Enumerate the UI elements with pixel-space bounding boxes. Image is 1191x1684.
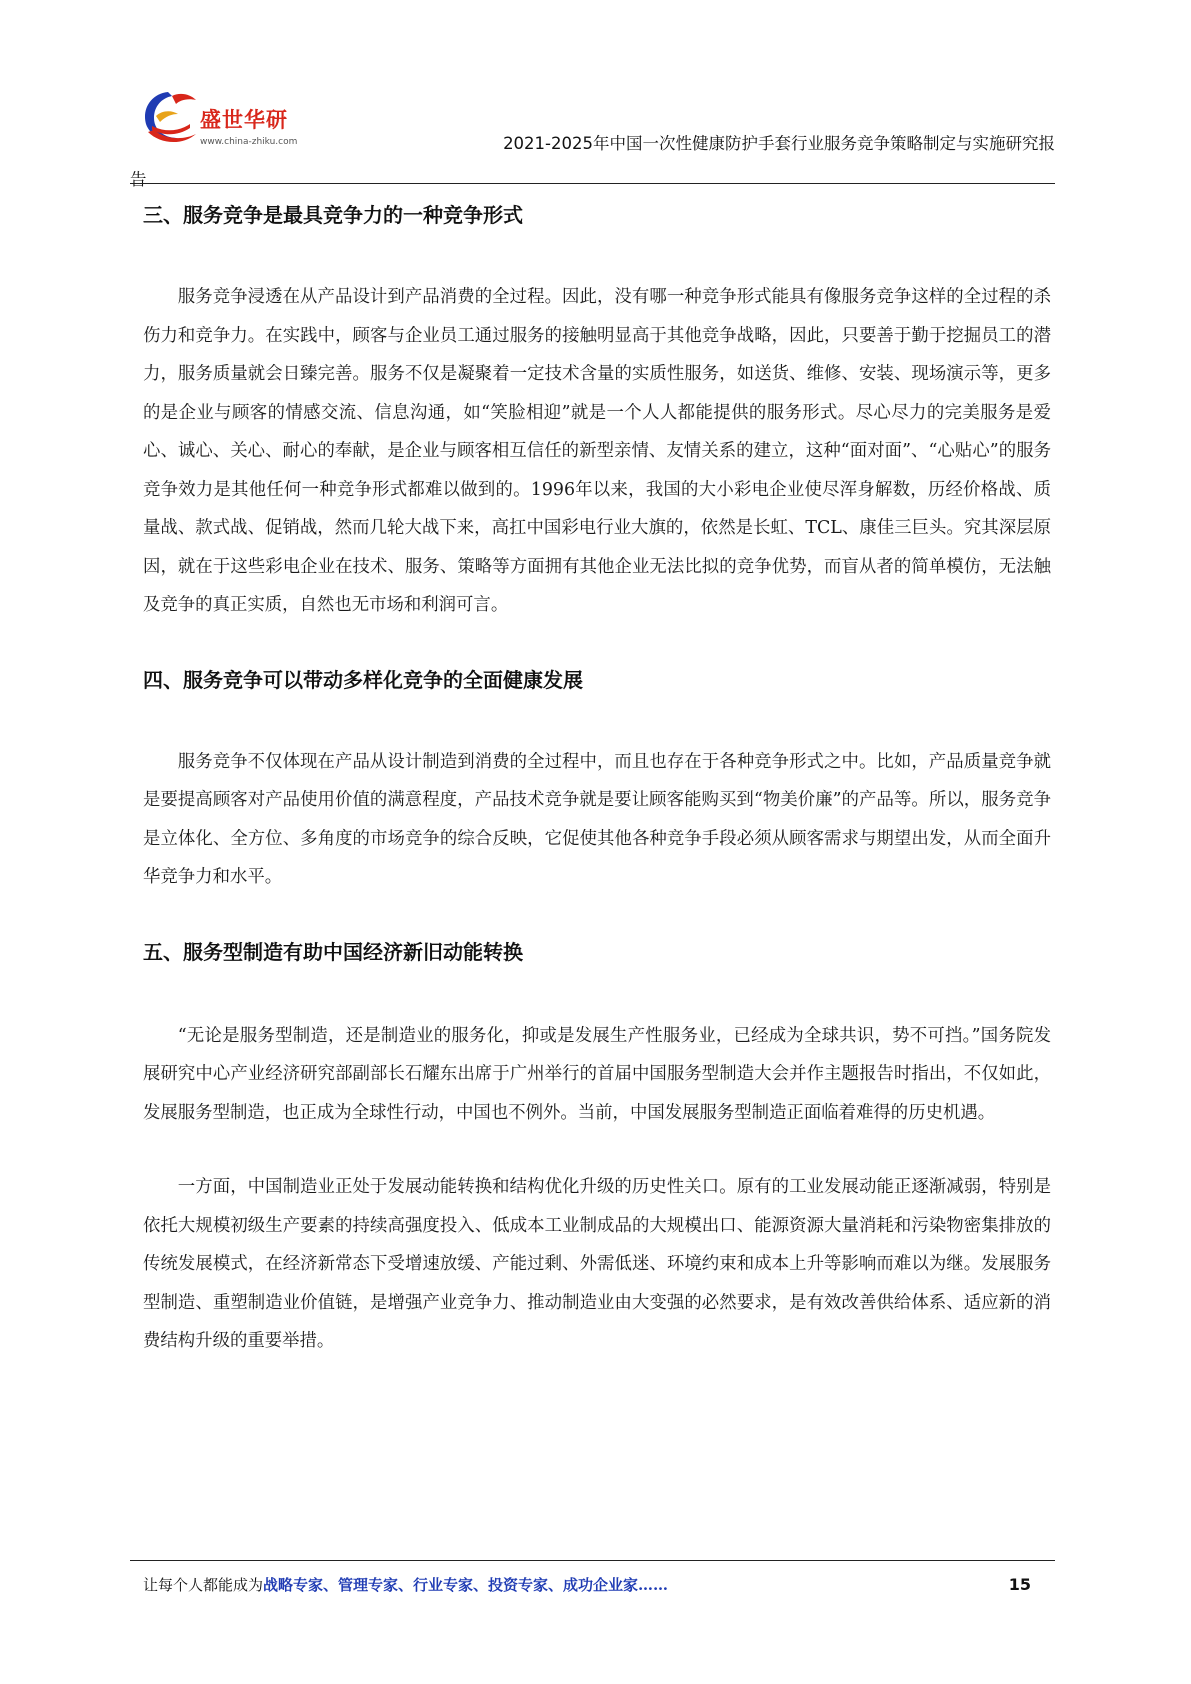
page-footer [143, 1570, 1043, 1600]
report-title [130, 126, 1055, 198]
footer-slogan-roles: 战略专家、管理专家、行业专家、投资专家、成功企业家…… [263, 1576, 669, 1594]
section-heading-5: 五、服务型制造有助中国经济新旧动能转换 [143, 939, 523, 964]
footer-slogan-prefix: 让每个人都能成为 [143, 1576, 264, 1594]
section-4-paragraph: 服务竞争不仅体现在产品从设计制造到消费的全过程中，而且也存在于各种竞争形式之中。比如，产品质量竞争就是要提高顾客对产品使用价值的满意程度，产品技术竞争就是要让顾客能购买到“物美价廉”的产品等。所以，服务竞争是立体化、全方位、多角度的市场竞争的综合反映，它促使其他各种竞争手段必须从顾客需求与期望出发，从而全面升华竞争力和水平。 [143, 751, 1051, 887]
section-heading-3: 三、服务竞争是最具竞争力的一种竞争形式 [143, 203, 523, 227]
section-5-paragraph-1: “无论是服务型制造，还是制造业的服务化，抑或是发展生产性服务业，已经成为全球共识，势不可挡。”国务院发展研究中心产业经济研究部副部长石耀东出席于广州举行的首届中国服务型制造大会并作主题报告时指出，不仅如此，发展服务型制造，也正成为全球性行动，中国也不例外。当前，中国发展服务型制造正面临着难得的历史机遇。 [143, 1025, 1051, 1123]
report-title-line2: 告 [130, 170, 147, 189]
header-divider [130, 183, 1055, 184]
logo-url: www.china-zhiku.com [200, 137, 298, 147]
footer-divider [130, 1560, 1055, 1561]
report-title-line1: 2021-2025年中国一次性健康防护手套行业服务竞争策略制定与实施研究报 [503, 134, 1055, 153]
document-body [143, 190, 1051, 1361]
page-header [130, 70, 1055, 190]
section-5-paragraph-2: 一方面，中国制造业正处于发展动能转换和结构优化升级的历史性关口。原有的工业发展动能正逐渐减弱，特别是依托大规模初级生产要素的持续高强度投入、低成本工业制成品的大规模出口、能源资源大量消耗和污染物密集排放的传统发展模式，在经济新常态下受增速放缓、产能过剩、外需低迷、环境约束和成本上升等影响而难以为继。发展服务型制造、重塑制造业价值链，是增强产业竞争力、推动制造业由大变强的必然要求，是有效改善供给体系、适应新的消费结构升级的重要举措。 [143, 1177, 1051, 1351]
logo-name: 盛世华研 [200, 108, 288, 132]
section-heading-4: 四、服务竞争可以带动多样化竞争的全面健康发展 [143, 667, 583, 692]
section-3-paragraph: 服务竞争浸透在从产品设计到产品消费的全过程。因此，没有哪一种竞争形式能具有像服务竞争这样的全过程的杀伤力和竞争力。在实践中，顾客与企业员工通过服务的接触明显高于其他竞争战略，因此，只要善于勤于挖掘员工的潜力，服务质量就会日臻完善。服务不仅是凝聚着一定技术含量的实质性服务，如送货、维修、安装、现场演示等，更多的是企业与顾客的情感交流、信息沟通，如“笑脸相迎”就是一个人人都能提供的服务形式。尽心尽力的完美服务是爱心、诚心、关心、耐心的奉献，是企业与顾客相互信任的新型亲情、友情关系的建立，这种“面对面”、“心贴心”的服务竞争效力是其他任何一种竞争形式都难以做到的。1996年以来，我国的大小彩电企业使尽浑身解数，历经价格战、质量战、款式战、促销战，然而几轮大战下来，高扛中国彩电行业大旗的，依然是长虹、TCL、康佳三巨头。究其深层原因，就在于这些彩电企业在技术、服务、策略等方面拥有其他企业无法比拟的竞争优势，而盲从者的简单模仿，无法触及竞争的真正实质，自然也无市场和利润可言。 [143, 287, 1051, 615]
page-number: 15 [1008, 1575, 1031, 1594]
